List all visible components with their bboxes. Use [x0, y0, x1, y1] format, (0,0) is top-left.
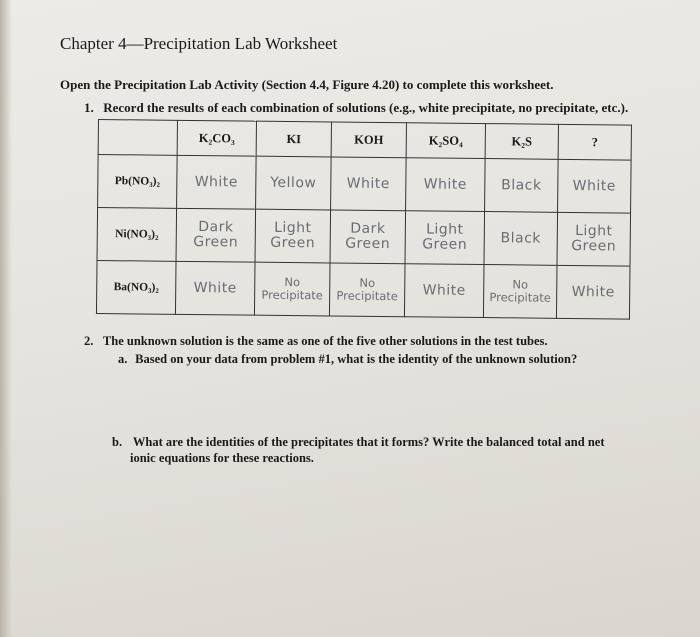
result-cell: No Precipitate	[254, 262, 330, 316]
result-cell: White	[406, 158, 486, 212]
table-row	[96, 260, 630, 319]
result-cell: Yellow	[256, 156, 332, 210]
question-2-text: The unknown solution is the same as one of the five other solutions in the test tubes.	[102, 334, 548, 348]
question-2-number: 2.	[84, 334, 94, 348]
result-cell: Light Green	[255, 209, 331, 263]
result-cell: White	[177, 155, 257, 209]
column-header: K₂CO₃	[177, 120, 256, 156]
question-2b-text-line2: ionic equations for these reactions.	[130, 451, 314, 465]
page-title: Chapter 4—Precipitation Lab Worksheet	[60, 34, 338, 53]
question-2a-text: Based on your data from problem #1, what is the identity of the unknown solution?	[135, 352, 578, 366]
result-cell: No Precipitate	[329, 263, 405, 317]
question-2b-label: b.	[112, 435, 123, 449]
result-cell: No Precipitate	[483, 265, 557, 319]
question-2a-label: a.	[118, 352, 128, 366]
intro-instructions: Open the Precipitation Lab Activity (Section 4.4, Figure 4.20) to complete this worksheet.	[60, 77, 554, 92]
column-header: K₂SO₄	[406, 123, 485, 159]
column-header: KOH	[331, 122, 406, 158]
table-row	[97, 208, 631, 267]
result-cell: White	[558, 159, 632, 213]
result-cell: White	[175, 261, 255, 315]
column-header: K₂S	[485, 124, 558, 160]
result-cell: Dark Green	[176, 208, 256, 262]
result-cell: Light Green	[557, 212, 631, 266]
result-cell: White	[556, 265, 630, 319]
results-table	[96, 119, 632, 320]
result-cell: Dark Green	[330, 210, 406, 264]
question-1-number: 1.	[84, 100, 94, 115]
question-2b	[112, 434, 642, 466]
table-row	[98, 155, 632, 214]
result-cell: White	[404, 264, 484, 318]
question-2b-text-line1: What are the identities of the precipitates that it forms? Write the balanced total and net	[132, 435, 605, 449]
question-1-text: Record the results of each combination of solutions (e.g., white precipitate, no precipitate, etc.).	[103, 100, 629, 115]
column-header: ?	[558, 124, 631, 160]
result-cell: White	[331, 157, 407, 211]
question-2a	[118, 352, 638, 367]
table-header-row	[98, 120, 631, 161]
result-cell: Black	[485, 159, 559, 213]
page-edge-shadow	[0, 0, 12, 637]
question-1	[84, 100, 628, 116]
result-cell: Black	[484, 212, 558, 266]
row-header: Ni(NO₃)₂	[97, 208, 177, 262]
row-header: Ba(NO₃)₂	[96, 260, 176, 314]
question-2	[84, 334, 604, 349]
result-cell: Light Green	[405, 211, 485, 265]
column-header: KI	[256, 121, 331, 157]
row-header: Pb(NO₃)₂	[98, 155, 178, 209]
table-corner-cell	[98, 120, 177, 156]
